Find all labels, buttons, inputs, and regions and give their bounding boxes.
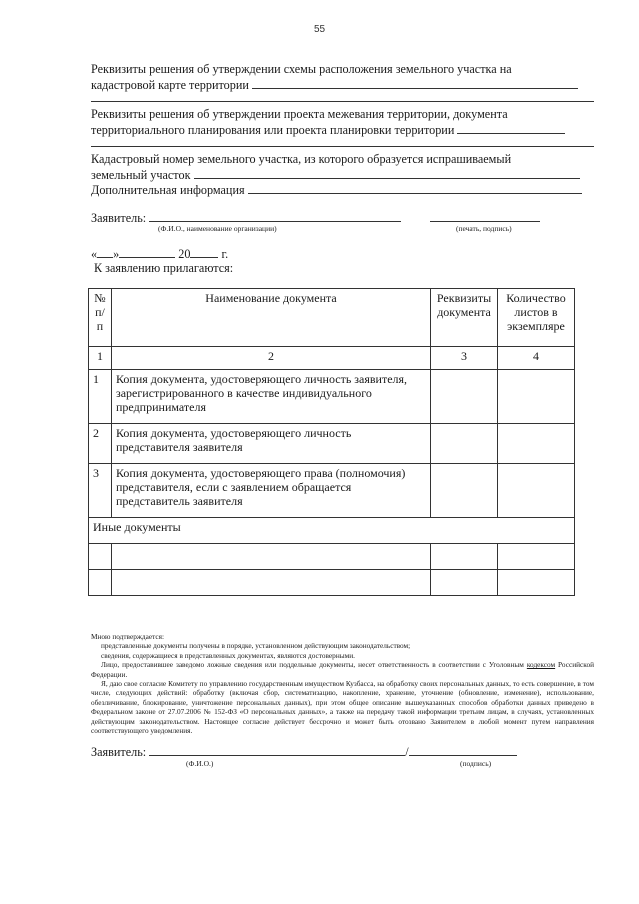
empty-cell[interactable]	[431, 544, 498, 570]
confirmation-block	[91, 632, 594, 735]
row-num: 2	[89, 424, 112, 464]
date-line	[91, 246, 594, 262]
scheme-decision-text: Реквизиты решения об утверждении схемы расположения земельного участка на	[91, 62, 512, 76]
row-num: 3	[89, 464, 112, 518]
criminal-code-link[interactable]: кодексом	[526, 660, 556, 670]
documents-table	[88, 288, 575, 596]
empty-cell[interactable]	[111, 544, 430, 570]
attachments-title: К заявлению прилагаются:	[94, 261, 234, 275]
empty-cell[interactable]	[498, 544, 575, 570]
table-header-row	[89, 289, 575, 347]
row-requisites-cell[interactable]	[431, 424, 498, 464]
applicant-seal-caption: (печать, подпись)	[456, 224, 512, 233]
final-signature-line	[91, 744, 594, 760]
header-num: № п/п	[89, 289, 112, 347]
project-decision-text: Реквизиты решения об утверждении проекта межевания территории, документа	[91, 107, 508, 121]
cadastral-text-2: земельный участок	[91, 168, 191, 182]
row-num: 1	[89, 370, 112, 424]
final-sign-field[interactable]	[409, 744, 517, 756]
confirmation-line1: представленные документы получены в порядке, установленном действующим законодательством;	[101, 641, 411, 651]
liability-text-a: Лицо, предоставившее заведомо ложные сведения или поддельные документы, несет ответственность в соответствии с Уголовным	[101, 660, 524, 670]
applicant-seal-field[interactable]	[430, 210, 540, 222]
project-decision-text-2: территориального планирования или проекта планировки территории	[91, 123, 455, 137]
table-row	[89, 370, 575, 424]
row-doc-name: Копия документа, удостоверяющего личность заявителя, зарегистрированного в качестве индивидуального предпринимателя	[111, 370, 430, 424]
blank-rule[interactable]	[91, 146, 594, 147]
col-number: 1	[89, 347, 112, 370]
year-field[interactable]	[190, 246, 218, 258]
col-number: 2	[111, 347, 430, 370]
consent-text: Я, даю свое согласие Комитету по управлению государственным имуществом Кузбасса, на обработку своих персональных данных, то есть совершение, в том числе, следующих действий: обработку (включая сбор, систематизацию, накопление, хранение, уточнение (обновление, изменение), использование, обезличивание, блокирование, уничтожение персональных данных), при этом общее описание вышеуказанных способов обработки данных приведено в Федеральном законе от 27.07.2006 № 152-ФЗ «О персональных данных», а также на передачу такой информации третьим лицам, в случаях, установленных действующим законодательством. Настоящее согласие действует бессрочно и может быть отозвано Заявителем в любой момент путем направления соответствующего уведомления.	[91, 679, 594, 736]
final-applicant-label: Заявитель:	[91, 745, 147, 759]
column-number-row	[89, 347, 575, 370]
header-sheets: Количество листов в экземпляре	[498, 289, 575, 347]
additional-info-line	[91, 182, 594, 198]
confirmation-line2: сведения, содержащиеся в представленных документах, являются достоверными.	[101, 650, 355, 660]
empty-cell[interactable]	[89, 570, 112, 596]
empty-cell[interactable]	[111, 570, 430, 596]
empty-cell[interactable]	[89, 544, 112, 570]
cadastral-line2	[91, 167, 594, 183]
scheme-decision-field[interactable]	[252, 77, 578, 89]
row-sheets-cell[interactable]	[498, 370, 575, 424]
header-name: Наименование документа	[111, 289, 430, 347]
empty-cell[interactable]	[498, 570, 575, 596]
liability-text	[91, 660, 594, 679]
confirmation-intro: Мною подтверждается:	[91, 632, 164, 641]
cadastral-line1	[91, 152, 594, 167]
final-slash: /	[405, 745, 409, 759]
project-decision-line1	[91, 107, 594, 122]
final-fio-field[interactable]	[149, 744, 405, 756]
row-requisites-cell[interactable]	[431, 464, 498, 518]
blank-rule[interactable]	[91, 101, 594, 102]
liability-text-b: Российской Федерации.	[91, 660, 595, 679]
scheme-decision-text-2: кадастровой карте территории	[91, 78, 249, 92]
date-close: »	[113, 247, 120, 261]
scheme-decision-line2	[91, 77, 594, 93]
year-prefix: 20	[178, 247, 191, 261]
cadastral-text: Кадастровый номер земельного участка, из которого образуется испрашиваемый	[91, 152, 512, 166]
col-number: 3	[431, 347, 498, 370]
table-row	[89, 544, 575, 570]
other-docs-label: Иные документы	[89, 518, 575, 544]
row-requisites-cell[interactable]	[431, 370, 498, 424]
month-field[interactable]	[119, 246, 175, 258]
applicant-name-caption: (Ф.И.О., наименование организации)	[158, 224, 277, 233]
applicant-name-field[interactable]	[149, 210, 401, 222]
final-fio-caption: (Ф.И.О.)	[186, 759, 214, 768]
row-sheets-cell[interactable]	[498, 424, 575, 464]
additional-info-label: Дополнительная информация	[91, 183, 245, 197]
row-doc-name: Копия документа, удостоверяющего права (полномочия) представителя, если с заявлением обращается представитель заявителя	[111, 464, 430, 518]
additional-info-field[interactable]	[248, 182, 582, 194]
cadastral-field[interactable]	[194, 167, 580, 179]
table-row	[89, 570, 575, 596]
table-row	[89, 424, 575, 464]
year-suffix: г.	[221, 247, 229, 261]
empty-cell[interactable]	[431, 570, 498, 596]
day-field[interactable]	[97, 246, 113, 258]
other-docs-row	[89, 518, 575, 544]
project-decision-field[interactable]	[457, 122, 565, 134]
table-row	[89, 464, 575, 518]
project-decision-line2	[91, 122, 594, 138]
page-number: 55	[313, 24, 326, 35]
scheme-decision-line1	[91, 62, 594, 77]
row-sheets-cell[interactable]	[498, 464, 575, 518]
applicant-label: Заявитель:	[91, 211, 147, 225]
header-requisites: Реквизиты документа	[431, 289, 498, 347]
final-sign-caption: (подпись)	[460, 759, 492, 768]
col-number: 4	[498, 347, 575, 370]
row-doc-name: Копия документа, удостоверяющего личность представителя заявителя	[111, 424, 430, 464]
date-open: «	[91, 247, 98, 261]
